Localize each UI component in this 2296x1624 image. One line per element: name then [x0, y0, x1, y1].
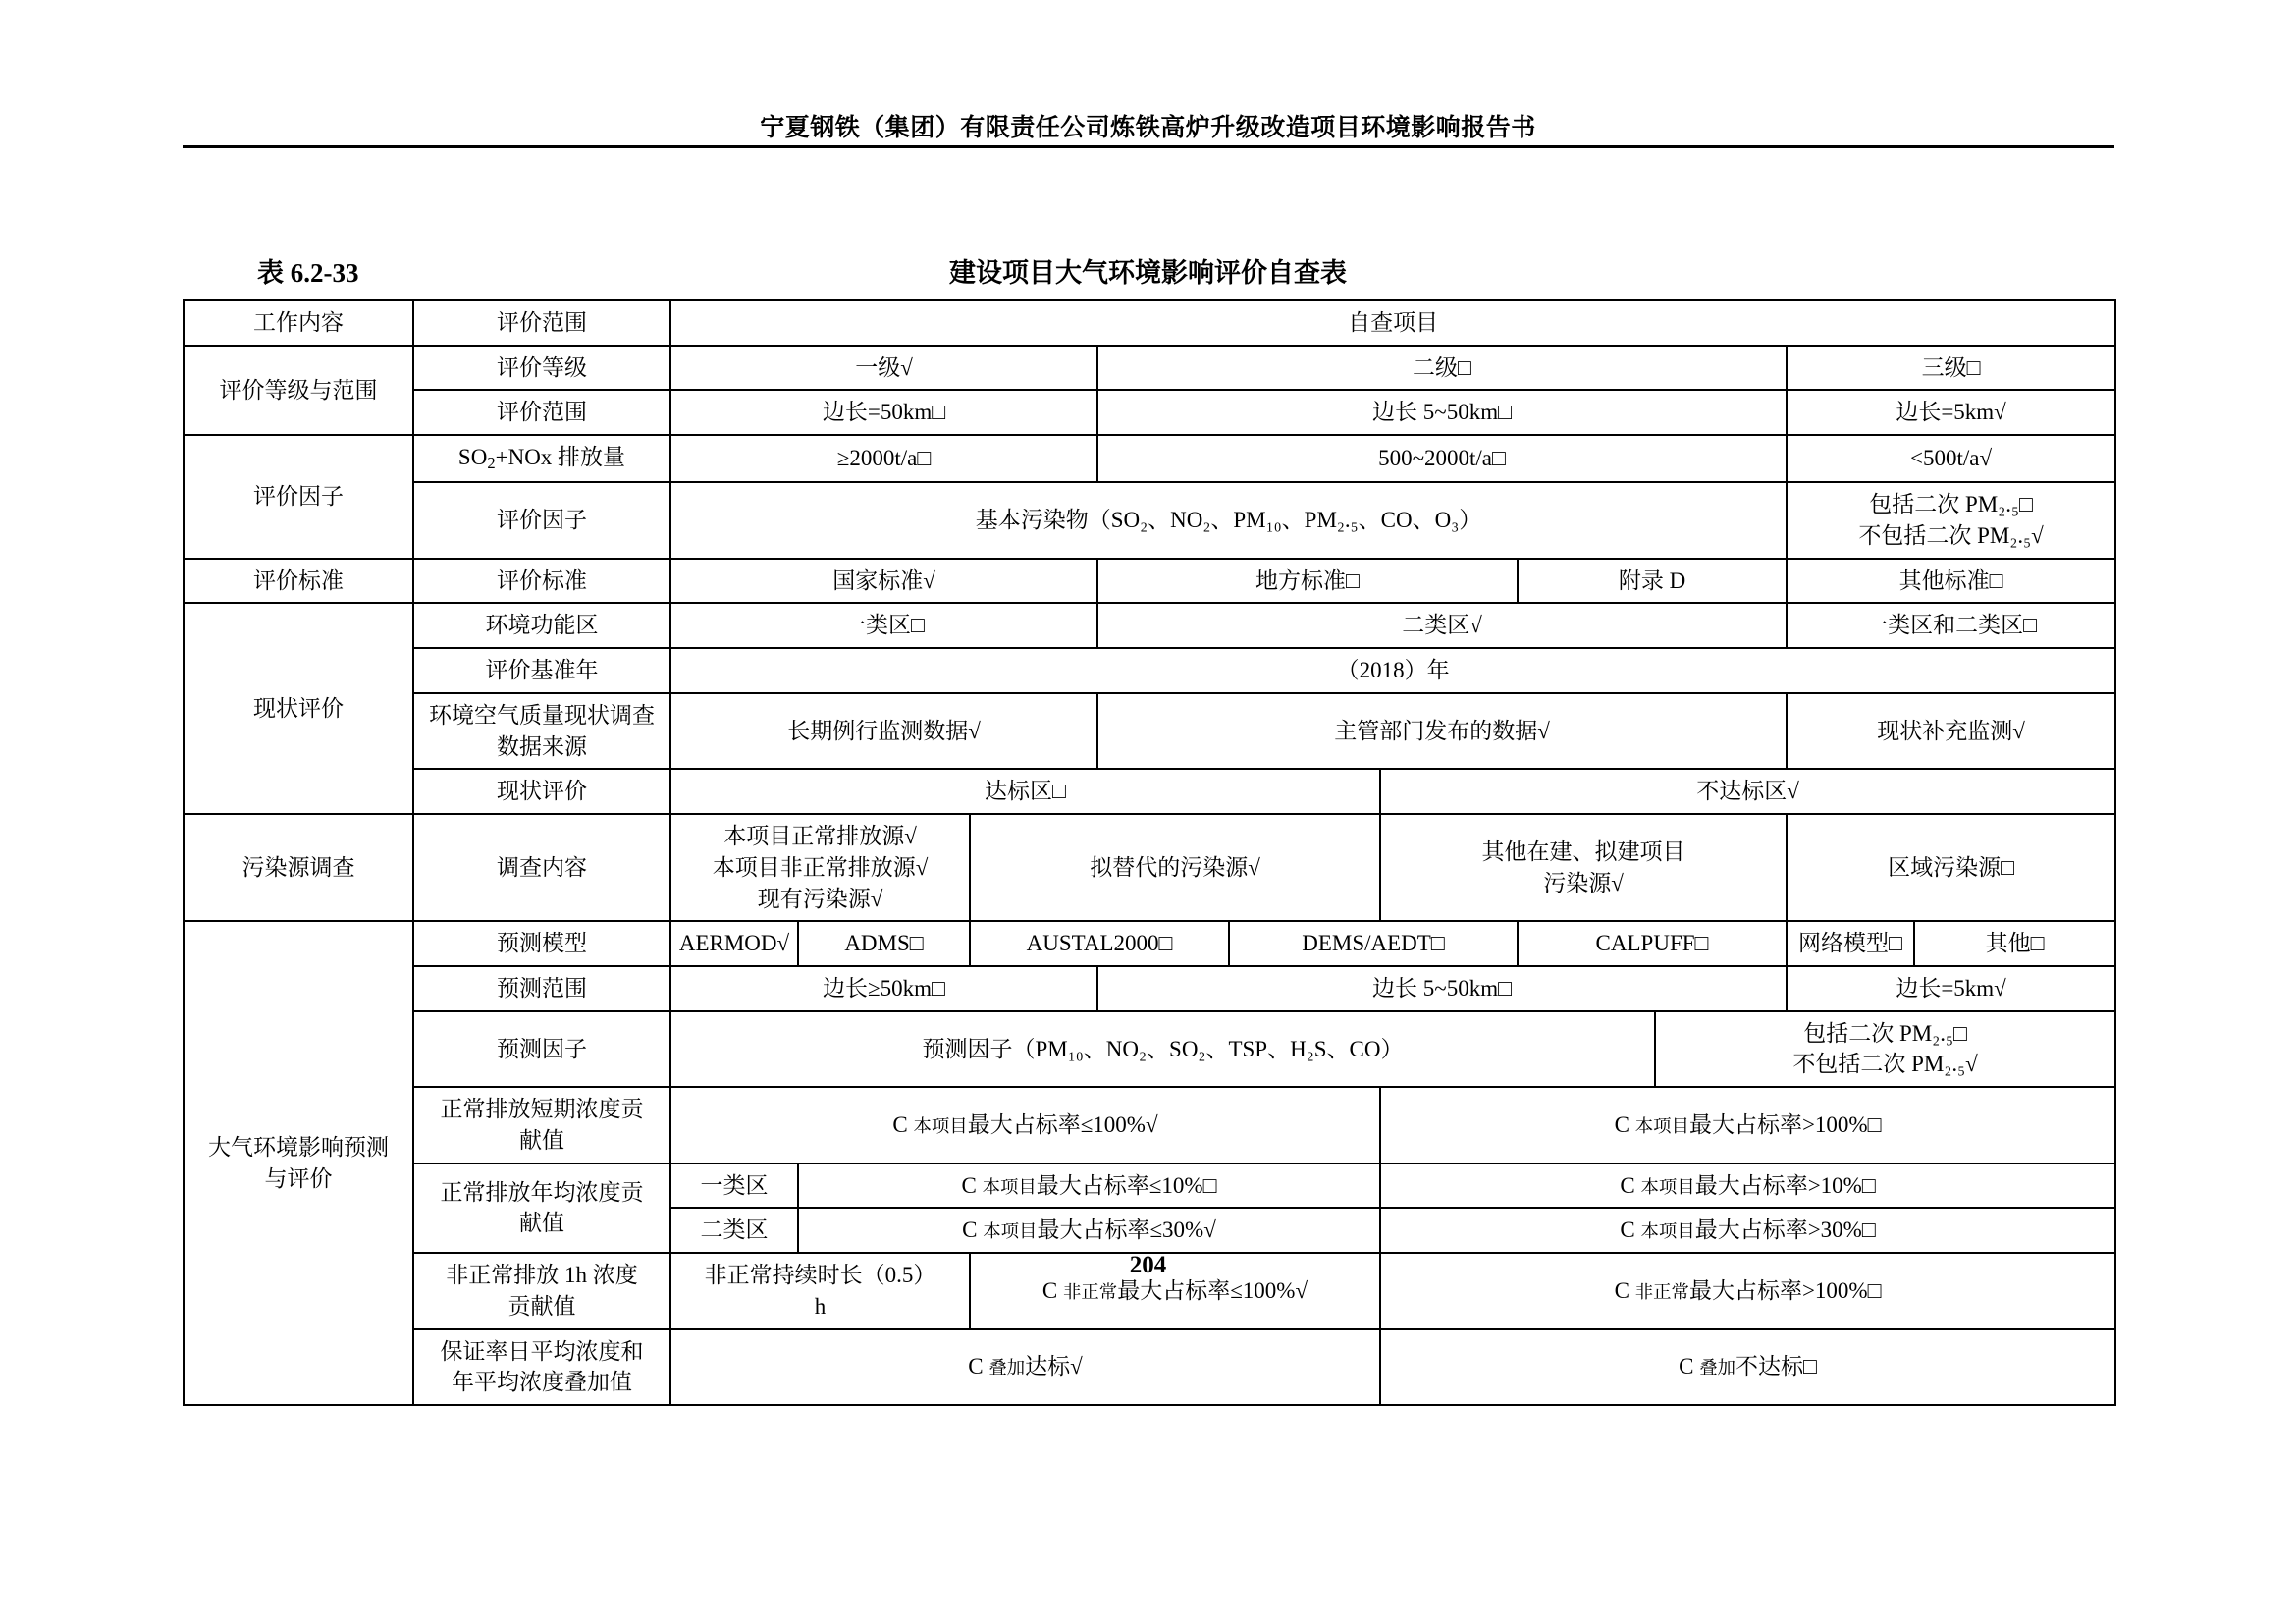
header-divider [183, 145, 2114, 148]
row-label-scope: 评价范围 [413, 390, 670, 435]
short-term-label-line2: 献值 [519, 1127, 564, 1153]
option-secondary-pm25[interactable] [1787, 482, 2115, 558]
abnormal-opt1-pre: C [1041, 1277, 1063, 1303]
annual-z1-opt2-post: 最大占标率>10%□ [1694, 1172, 1876, 1198]
row-label-grade-and-scope: 评价等级与范围 [184, 346, 413, 435]
row-label-function-zone: 环境功能区 [413, 603, 670, 648]
row-label-annual-contribution [413, 1164, 670, 1253]
row-label-base-year: 评价基准年 [413, 648, 670, 693]
superpose-opt2-sub: 叠加 [1699, 1358, 1736, 1379]
option-zone-class1[interactable]: 一类区□ [670, 603, 1097, 648]
abnormal-duration-line1: 非正常持续时长（0.5） [704, 1263, 936, 1288]
option-non-attainment[interactable]: 不达标区√ [1380, 769, 2115, 814]
option-standard-appendix-d[interactable]: 附录 D [1518, 559, 1787, 604]
table-row [184, 346, 2115, 391]
option-scope-1[interactable]: 边长=50km□ [670, 390, 1097, 435]
value-basic-pollutants: 基本污染物（SO₂、NO₂、PM₁₀、PM₂.₅、CO、O₃） [670, 482, 1787, 558]
option-standard-national[interactable]: 国家标准√ [670, 559, 1097, 604]
option-existing-source[interactable]: 现有污染源√ [757, 886, 883, 911]
table-number: 表 6.2-33 [257, 258, 359, 288]
prediction-group-line1: 大气环境影响预测 [208, 1134, 389, 1160]
short-term-opt2-post: 最大占标率>100%□ [1688, 1112, 1882, 1138]
option-annual-zone2-gt-30[interactable] [1380, 1208, 2115, 1253]
short-term-label-line1: 正常排放短期浓度贡 [440, 1097, 644, 1122]
option-other-planned-line2[interactable]: 污染源√ [1543, 870, 1624, 895]
table-row [184, 814, 2115, 921]
option-replaced-source[interactable]: 拟替代的污染源√ [970, 814, 1380, 921]
superpose-label-line1: 保证率日平均浓度和 [440, 1338, 644, 1364]
option-grade-2[interactable]: 二级□ [1097, 346, 1787, 391]
table-row [184, 300, 2115, 346]
option-normal-emission-source[interactable]: 本项目正常排放源√ [723, 824, 917, 849]
table-caption: 建设项目大气环境影响评价自查表 [949, 258, 1347, 288]
table-row [184, 390, 2115, 435]
option-model-dems-aedt[interactable]: DEMS/AEDT□ [1229, 921, 1518, 966]
abnormal-duration-line2: h [814, 1293, 827, 1319]
table-row [184, 966, 2115, 1011]
option-scope-2[interactable]: 边长 5~50km□ [1097, 390, 1787, 435]
row-label-survey-content: 调查内容 [413, 814, 670, 921]
option-predict-include-secondary[interactable]: 包括二次 PM₂.₅□ [1803, 1020, 1967, 1046]
abnormal-opt2-sub: 非正常 [1634, 1281, 1689, 1302]
short-term-opt1-pre: C [892, 1112, 914, 1138]
option-emission-3[interactable]: <500t/a√ [1787, 435, 2115, 482]
page-number: 204 [1129, 1252, 1167, 1278]
row-label-short-term-contribution [413, 1087, 670, 1163]
table-row [184, 435, 2115, 482]
option-grade-3[interactable]: 三级□ [1787, 346, 2115, 391]
emission-label-part1: SO [457, 445, 488, 470]
annual-z2-opt2-post: 最大占标率>30%□ [1694, 1218, 1876, 1243]
option-include-secondary-pm25[interactable]: 包括二次 PM₂.₅□ [1869, 492, 2033, 517]
table-row [184, 1329, 2115, 1405]
prediction-group-line2: 与评价 [264, 1165, 333, 1191]
option-annual-zone2-le-30[interactable] [798, 1208, 1380, 1253]
value-base-year: （2018）年 [670, 648, 2115, 693]
row-label-data-source [413, 693, 670, 769]
option-model-austal2000[interactable]: AUSTAL2000□ [970, 921, 1229, 966]
superpose-opt2-pre: C [1679, 1354, 1700, 1380]
row-label-standard: 评价标准 [413, 559, 670, 604]
table-row [184, 921, 2115, 966]
label-annual-zone-class2: 二类区 [670, 1208, 798, 1253]
row-label-eval-factor: 评价因子 [413, 482, 670, 558]
superpose-opt2-post: 不达标□ [1735, 1354, 1817, 1380]
superpose-label-line2: 年平均浓度叠加值 [452, 1370, 632, 1395]
annual-z1-opt1-post: 最大占标率≤10%□ [1036, 1172, 1217, 1198]
option-other-planned-sources[interactable] [1380, 814, 1787, 921]
option-grade-1[interactable]: 一级√ [670, 346, 1097, 391]
option-authority-published[interactable]: 主管部门发布的数据√ [1097, 693, 1787, 769]
option-short-term-le-100[interactable] [670, 1087, 1380, 1163]
row-label-model: 预测模型 [413, 921, 670, 966]
option-standard-local[interactable]: 地方标准□ [1097, 559, 1518, 604]
option-short-term-gt-100[interactable] [1380, 1087, 2115, 1163]
option-model-adms[interactable]: ADMS□ [798, 921, 970, 966]
self-check-table-wrapper [183, 299, 2114, 1406]
table-row [184, 648, 2115, 693]
option-model-network[interactable]: 网络模型□ [1787, 921, 1914, 966]
annual-z2-opt1-pre: C [962, 1218, 984, 1243]
annual-label-line1: 正常排放年均浓度贡 [440, 1179, 644, 1205]
row-label-eval-factor-group: 评价因子 [184, 435, 413, 558]
short-term-opt2-pre: C [1614, 1112, 1635, 1138]
option-annual-zone1-gt-10[interactable] [1380, 1164, 2115, 1209]
abnormal-label-line1: 非正常排放 1h 浓度 [446, 1263, 638, 1288]
annual-z1-opt2-pre: C [1620, 1172, 1641, 1198]
air-impact-self-check-table [183, 299, 2116, 1406]
row-label-grade: 评价等级 [413, 346, 670, 391]
superpose-opt1-sub: 叠加 [988, 1358, 1026, 1379]
option-annual-zone1-le-10[interactable] [798, 1164, 1380, 1209]
option-predict-secondary-pm25[interactable] [1655, 1011, 2115, 1087]
table-row [184, 482, 2115, 558]
short-term-opt1-post: 最大占标率≤100%√ [967, 1112, 1158, 1138]
option-model-other[interactable]: 其他□ [1914, 921, 2115, 966]
table-row [184, 693, 2115, 769]
option-other-planned-line1[interactable]: 其他在建、拟建项目 [1481, 839, 1685, 864]
option-predict-scope-1[interactable]: 边长≥50km□ [670, 966, 1097, 1011]
option-project-sources[interactable] [670, 814, 970, 921]
short-term-opt2-sub: 本项目 [1634, 1116, 1689, 1137]
annual-z2-opt2-sub: 本项目 [1640, 1221, 1695, 1242]
short-term-opt1-sub: 本项目 [913, 1116, 968, 1137]
annual-z1-opt1-pre: C [961, 1172, 983, 1198]
header-self-check-items: 自查项目 [670, 300, 2115, 346]
option-emission-1[interactable]: ≥2000t/a□ [670, 435, 1097, 482]
header-eval-scope: 评价范围 [413, 300, 670, 346]
superpose-opt1-pre: C [968, 1354, 989, 1380]
option-predict-exclude-secondary[interactable]: 不包括二次 PM₂.₅√ [1792, 1052, 1978, 1077]
abnormal-opt2-post: 最大占标率>100%□ [1688, 1277, 1882, 1303]
emission-label-part2: +NOx 排放量 [495, 445, 626, 470]
row-label-superposed [413, 1329, 670, 1405]
abnormal-label-line2: 贡献值 [507, 1293, 576, 1319]
option-supplementary-monitoring[interactable]: 现状补充监测√ [1787, 693, 2115, 769]
abnormal-opt1-sub: 非正常 [1063, 1281, 1118, 1302]
header-work-content: 工作内容 [184, 300, 413, 346]
annual-label-line2: 献值 [519, 1211, 564, 1236]
annual-z2-opt1-sub: 本项目 [983, 1221, 1038, 1242]
row-label-status-eval: 现状评价 [413, 769, 670, 814]
option-scope-3[interactable]: 边长=5km√ [1787, 390, 2115, 435]
option-abnormal-emission-source[interactable]: 本项目非正常排放源√ [712, 854, 929, 880]
annual-z2-opt2-pre: C [1620, 1218, 1641, 1243]
value-predict-factors: 预测因子（PM₁₀、NO₂、SO₂、TSP、H₂S、CO） [670, 1011, 1655, 1087]
annual-z2-opt1-post: 最大占标率≤30%√ [1037, 1218, 1216, 1243]
option-zone-class2[interactable]: 二类区√ [1097, 603, 1787, 648]
table-row [184, 603, 2115, 648]
option-standard-other[interactable]: 其他标准□ [1787, 559, 2115, 604]
row-label-standard-group: 评价标准 [184, 559, 413, 604]
superpose-opt1-post: 达标√ [1025, 1354, 1083, 1380]
row-label-predict-scope: 预测范围 [413, 966, 670, 1011]
option-regional-source[interactable]: 区域污染源□ [1787, 814, 2115, 921]
abnormal-opt1-post: 最大占标率≤100%√ [1117, 1277, 1308, 1303]
option-emission-2[interactable]: 500~2000t/a□ [1097, 435, 1787, 482]
table-row [184, 769, 2115, 814]
table-row [184, 1011, 2115, 1087]
option-routine-monitoring[interactable]: 长期例行监测数据√ [670, 693, 1097, 769]
row-label-emission: $SO_2+NOx$ 排放量 [413, 435, 670, 482]
label-annual-zone-class1: 一类区 [670, 1164, 798, 1209]
option-zone-both[interactable]: 一类区和二类区□ [1787, 603, 2115, 648]
option-superposed-not-attain[interactable] [1380, 1329, 2115, 1405]
option-attainment[interactable]: 达标区□ [670, 769, 1380, 814]
option-superposed-attain[interactable] [670, 1329, 1380, 1405]
row-label-prediction-group [184, 921, 413, 1405]
table-row [184, 1087, 2115, 1163]
option-model-calpuff[interactable]: CALPUFF□ [1518, 921, 1787, 966]
annual-z1-opt1-sub: 本项目 [982, 1176, 1037, 1197]
abnormal-opt2-pre: C [1614, 1277, 1635, 1303]
row-label-source-survey-group: 污染源调查 [184, 814, 413, 921]
table-row [184, 559, 2115, 604]
option-model-aermod[interactable]: AERMOD√ [670, 921, 798, 966]
option-exclude-secondary-pm25[interactable]: 不包括二次 PM₂.₅√ [1858, 522, 2044, 548]
annual-z1-opt2-sub: 本项目 [1640, 1176, 1695, 1197]
data-source-label-line1: 环境空气质量现状调查数据来源 [429, 702, 655, 759]
table-row [184, 1164, 2115, 1209]
row-label-predict-factor: 预测因子 [413, 1011, 670, 1087]
page-header-title: 宁夏钢铁（集团）有限责任公司炼铁高炉升级改造项目环境影响报告书 [760, 115, 1536, 141]
row-label-status-eval-group: 现状评价 [184, 603, 413, 814]
option-predict-scope-3[interactable]: 边长=5km√ [1787, 966, 2115, 1011]
option-predict-scope-2[interactable]: 边长 5~50km□ [1097, 966, 1787, 1011]
